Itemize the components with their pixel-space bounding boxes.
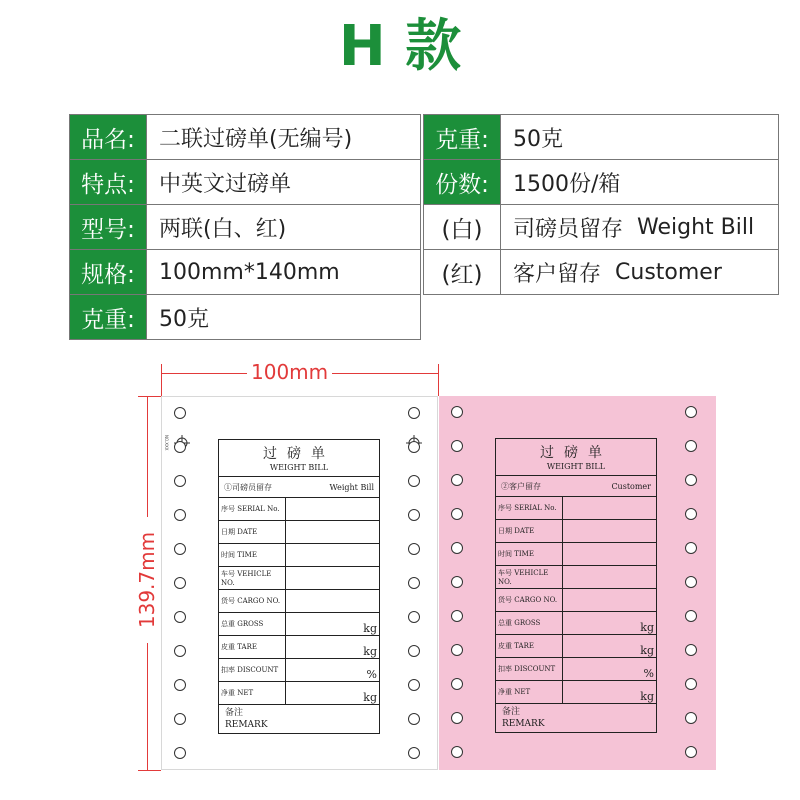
sprocket-hole	[685, 576, 697, 588]
form-row-unit	[286, 544, 379, 566]
spec-key: 克重:	[70, 295, 147, 339]
spec-row	[70, 115, 420, 160]
sprocket-hole	[451, 576, 463, 588]
spec-key: 品名:	[70, 115, 147, 159]
remark-en: REMARK	[502, 719, 545, 729]
sprocket-hole	[174, 645, 186, 657]
form-row	[219, 567, 379, 590]
height-dimension	[135, 396, 159, 770]
copy-label-en: Customer	[611, 481, 651, 491]
form-row	[496, 543, 656, 566]
form-row	[219, 659, 379, 682]
copy-label-en: Weight Bill	[329, 482, 374, 492]
form-row-unit	[563, 589, 656, 611]
form-row-label: 皮重 TARE	[496, 635, 563, 657]
spec-row	[424, 205, 778, 250]
form-row	[219, 544, 379, 567]
form-title-cn: 过磅单	[263, 446, 335, 462]
spec-key: 份数:	[424, 160, 501, 204]
form-row	[496, 658, 656, 681]
spec-value-cn: 50克	[513, 126, 563, 152]
copy-label: ②客户留存	[501, 481, 541, 491]
form-row-unit: kg	[640, 690, 654, 703]
form-row-label: 货号 CARGO NO.	[496, 589, 563, 611]
form-row-unit: kg	[363, 645, 377, 658]
form-row	[219, 521, 379, 544]
spec-row	[70, 250, 420, 295]
form-row-label: 时间 TIME	[219, 544, 286, 566]
sprocket-hole	[685, 508, 697, 520]
form-row-unit	[286, 590, 379, 612]
spec-row	[70, 160, 420, 205]
spec-row	[424, 115, 778, 160]
dim-guide-bottom	[138, 770, 161, 771]
sprocket-hole	[451, 712, 463, 724]
spec-row	[424, 160, 778, 205]
form-row-label: 日期 DATE	[219, 521, 286, 543]
form-row-label: 时间 TIME	[496, 543, 563, 565]
form-row-unit	[563, 566, 656, 588]
form-header	[219, 440, 379, 477]
sprocket-hole	[174, 679, 186, 691]
sprocket-hole	[408, 441, 420, 453]
form-row	[219, 682, 379, 705]
form-row-label: 扣率 DISCOUNT	[219, 659, 286, 681]
remark-cn: 备注	[502, 707, 521, 717]
sprocket-hole	[451, 508, 463, 520]
sprocket-hole	[451, 542, 463, 554]
sprocket-hole	[451, 678, 463, 690]
form-title-cn: 过磅单	[540, 445, 612, 461]
form-row-unit: %	[366, 668, 377, 681]
sprocket-hole	[408, 713, 420, 725]
form-row	[496, 497, 656, 520]
spec-value-en: Weight Bill	[637, 214, 755, 240]
copy-label-row	[496, 476, 656, 497]
form-row-unit	[563, 543, 656, 565]
sprocket-hole	[408, 509, 420, 521]
sprocket-hole	[451, 610, 463, 622]
sprocket-hole	[408, 475, 420, 487]
sprocket-hole	[408, 747, 420, 759]
sprocket-hole	[685, 440, 697, 452]
copy-label: ①司磅员留存	[224, 482, 272, 492]
form-rows	[496, 497, 656, 704]
form-row	[496, 566, 656, 589]
spec-value-en: Customer	[615, 259, 722, 285]
form-row-label: 序号 SERIAL No.	[219, 498, 286, 520]
form-row-label: 总重 GROSS	[496, 612, 563, 634]
form-row-unit	[286, 521, 379, 543]
form-header	[496, 439, 656, 476]
sprocket-hole	[451, 474, 463, 486]
form-rows	[219, 498, 379, 705]
form-row-label: 净重 NET	[219, 682, 286, 704]
form-row-unit: kg	[640, 644, 654, 657]
sprocket-hole	[685, 644, 697, 656]
sprocket-hole	[174, 577, 186, 589]
weight-bill-form	[218, 439, 380, 734]
form-row	[219, 636, 379, 659]
white-copy-sheet	[161, 396, 438, 770]
form-row-label: 扣率 DISCOUNT	[496, 658, 563, 680]
remark-cn: 备注	[225, 708, 244, 718]
copy-label-row	[219, 477, 379, 498]
form-title-en: WEIGHT BILL	[269, 463, 329, 472]
form-row	[496, 612, 656, 635]
form-row-unit: kg	[363, 691, 377, 704]
form-row	[496, 635, 656, 658]
spec-value	[501, 250, 778, 294]
spec-value: 中英文过磅单	[159, 171, 292, 197]
pink-copy-sheet	[439, 396, 716, 770]
spec-value	[501, 205, 778, 249]
spec-key: 特点:	[70, 160, 147, 204]
form-row-unit	[286, 567, 379, 589]
form-row-unit	[563, 520, 656, 542]
sprocket-hole	[451, 746, 463, 758]
width-label: 100mm	[247, 360, 332, 384]
sprocket-hole	[174, 713, 186, 725]
form-row-label: 货号 CARGO NO.	[219, 590, 286, 612]
sprocket-hole	[408, 611, 420, 623]
sprocket-hole	[685, 542, 697, 554]
form-row-unit: kg	[363, 622, 377, 635]
spec-value: 两联(白、红)	[159, 216, 287, 242]
weight-bill-form	[495, 438, 657, 733]
spec-value	[501, 115, 778, 159]
spec-key: (红)	[424, 250, 501, 294]
sprocket-hole	[408, 679, 420, 691]
dim-guide-right	[438, 364, 439, 396]
form-row-unit	[563, 497, 656, 519]
spec-value-cn: 1500份/箱	[513, 171, 621, 197]
sprocket-hole	[408, 645, 420, 657]
sprocket-hole	[685, 678, 697, 690]
spec-table-right	[423, 114, 779, 295]
sprocket-hole	[685, 406, 697, 418]
form-row	[219, 498, 379, 521]
sprocket-hole	[451, 406, 463, 418]
spec-value: 50克	[159, 306, 209, 332]
sprocket-hole	[408, 407, 420, 419]
sprocket-hole	[408, 543, 420, 555]
spec-row	[70, 205, 420, 250]
spec-value: 100mm*140mm	[159, 259, 340, 285]
form-row	[496, 681, 656, 704]
form-row-label: 净重 NET	[496, 681, 563, 703]
spec-value-cn: 司磅员留存	[513, 216, 624, 242]
sprocket-hole	[174, 475, 186, 487]
spec-key: (白)	[424, 205, 501, 249]
spec-table-left	[69, 114, 421, 340]
spec-key: 规格:	[70, 250, 147, 294]
form-row-label: 车号 VEHICLE NO.	[219, 567, 286, 589]
spec-row	[424, 250, 778, 294]
sprocket-hole	[685, 474, 697, 486]
sprocket-hole	[174, 543, 186, 555]
sprocket-hole	[408, 577, 420, 589]
width-dimension	[161, 360, 438, 384]
page-title: H 款	[338, 14, 462, 79]
form-row	[496, 520, 656, 543]
sprocket-hole	[174, 747, 186, 759]
remark-en: REMARK	[225, 720, 268, 730]
spec-row	[70, 295, 420, 339]
spec-value	[501, 160, 778, 204]
sprocket-hole	[174, 509, 186, 521]
sprocket-hole	[685, 746, 697, 758]
form-row-unit	[286, 498, 379, 520]
form-row-label: 车号 VEHICLE NO.	[496, 566, 563, 588]
sprocket-hole	[451, 440, 463, 452]
sprocket-hole	[685, 610, 697, 622]
spec-key: 克重:	[424, 115, 501, 159]
form-row	[219, 590, 379, 613]
spec-key: 型号:	[70, 205, 147, 249]
side-code: NO.XXX	[164, 435, 169, 451]
form-row	[219, 613, 379, 636]
sprocket-hole	[174, 611, 186, 623]
sprocket-hole	[685, 712, 697, 724]
sprocket-hole	[451, 644, 463, 656]
sprocket-hole	[174, 407, 186, 419]
spec-value: 二联过磅单(无编号)	[159, 126, 353, 152]
form-row-label: 序号 SERIAL No.	[496, 497, 563, 519]
form-title-en: WEIGHT BILL	[546, 462, 606, 471]
sprocket-hole	[174, 441, 186, 453]
form-row-label: 日期 DATE	[496, 520, 563, 542]
form-row-unit: %	[643, 667, 654, 680]
form-row	[496, 589, 656, 612]
spec-value-cn: 客户留存	[513, 261, 602, 287]
remark-area	[496, 704, 656, 732]
form-row-label: 皮重 TARE	[219, 636, 286, 658]
form-row-unit: kg	[640, 621, 654, 634]
form-row-label: 总重 GROSS	[219, 613, 286, 635]
height-label: 139.7mm	[135, 517, 159, 643]
remark-area	[219, 705, 379, 733]
